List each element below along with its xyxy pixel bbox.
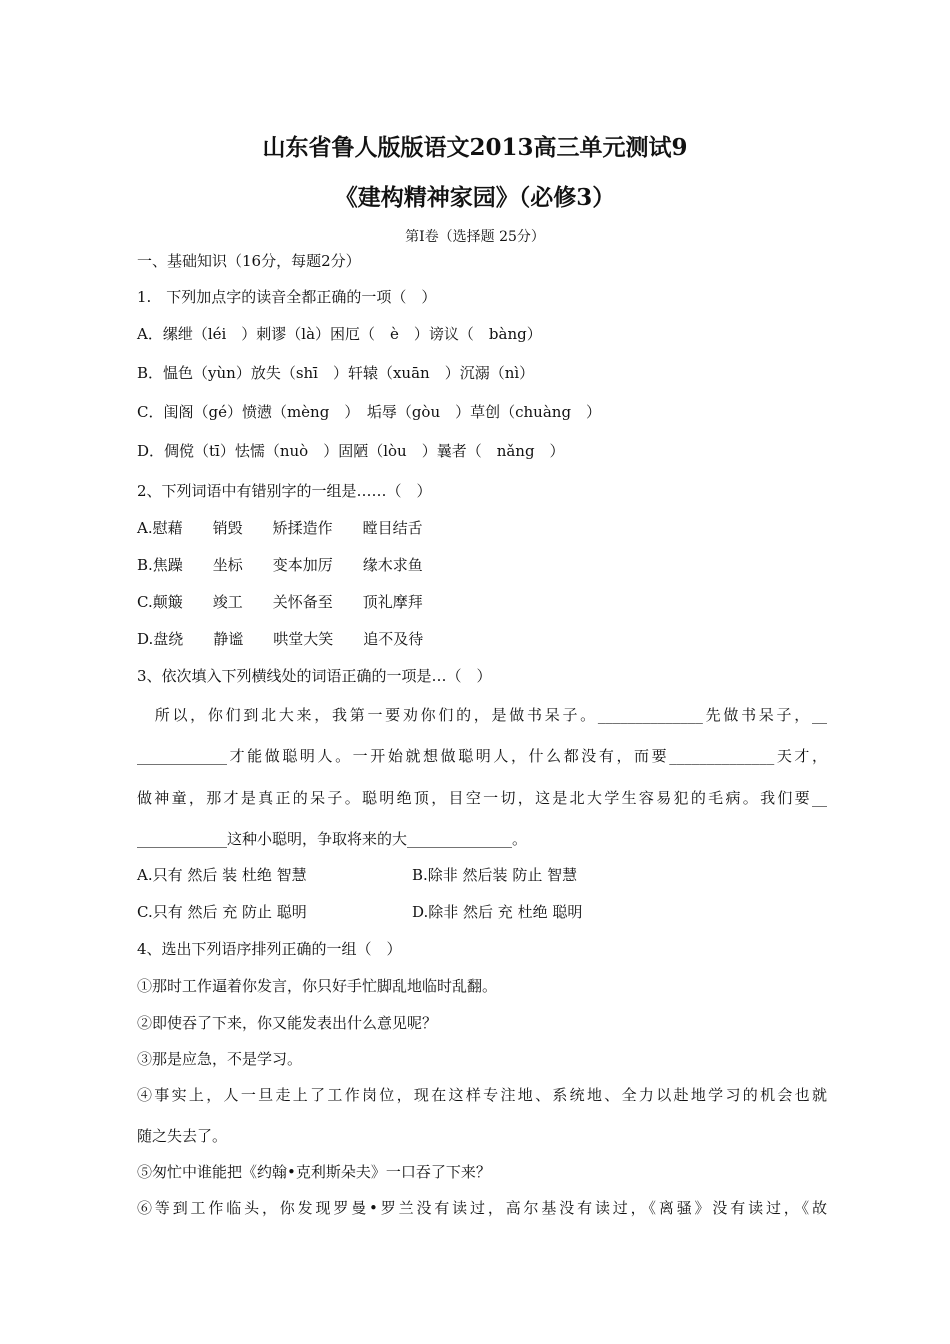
question-1-option-d: D．倜傥（tī）怯懦（nuò ）固陋（lòu ）曩者（ nǎng ） [137, 442, 565, 460]
volume-label: 第Ⅰ卷（选择题 25分） [405, 229, 545, 245]
question-1-option-c: C．闺阁（gé）愤懑（mèng ） 垢辱（gòu ）草创（chuàng ） [137, 403, 602, 421]
question-1-option-a: A．缧绁（léi ）刺谬（là）困厄（ è ）谤议（ bàng） [137, 325, 542, 343]
question-2-option-a: A.慰藉 销毁 矫揉造作 瞠目结舌 [137, 519, 423, 537]
question-1-option-b: B．愠色（yùn）放失（shī ）轩辕（xuān ）沉溺（nì） [137, 364, 535, 382]
question-4-sentence: ④事实上，人一旦走上了工作岗位，现在这样专注地、系统地、全力以赴地学习的机会也就 [137, 1086, 827, 1104]
question-2-option-b: B.焦躁 坐标 变本加厉 缘木求鱼 [137, 556, 423, 574]
question-2-option-d: D.盘绕 静谧 哄堂大笑 追不及待 [137, 630, 424, 648]
question-3-option-c: C.只有 然后 充 防止 聪明 [137, 903, 307, 921]
question-3-passage-line: 所以，你们到北大来，我第一要劝你们的，是做书呆子。______________先做书呆子，__ [137, 706, 827, 724]
question-3-option-b: B.除非 然后装 防止 智慧 [412, 866, 578, 884]
question-4-sentence: 随之失去了。 [137, 1127, 228, 1145]
document-subtitle: 《建构精神家园》（必修3） [334, 184, 616, 211]
question-4-stem: 4、选出下列语序排列正确的一组（ ） [137, 940, 402, 958]
question-2-stem: 2、下列词语中有错别字的一组是……（ ） [137, 482, 432, 500]
document-title: 山东省鲁人版版语文2013高三单元测试9 [262, 134, 688, 161]
question-3-stem: 3、依次填入下列横线处的词语正确的一项是…（ ） [137, 667, 492, 685]
question-1-stem: 1. 下列加点字的读音全都正确的一项（ ） [137, 288, 437, 306]
question-4-sentence: ⑥等到工作临头，你发现罗曼•罗兰没有读过，高尔基没有读过，《离骚》没有读过，《故 [137, 1199, 827, 1217]
question-3-option-a: A.只有 然后 装 杜绝 智慧 [137, 866, 307, 884]
question-4-sentence: ③那是应急，不是学习。 [137, 1050, 303, 1068]
question-2-option-c: C.颠簸 竣工 关怀备至 顶礼摩拜 [137, 593, 423, 611]
question-4-sentence: ②即使吞了下来，你又能发表出什么意见呢？ [137, 1014, 438, 1032]
question-3-option-d: D.除非 然后 充 杜绝 聪明 [412, 903, 583, 921]
question-3-passage-line: ____________才能做聪明人。一开始就想做聪明人，什么都没有，而要______________天才， [137, 747, 827, 765]
question-4-sentence: ①那时工作逼着你发言，你只好手忙脚乱地临时乱翻。 [137, 977, 498, 995]
section-heading: 一、基础知识（16分，每题2分） [137, 252, 361, 270]
question-3-passage-line: 做神童，那才是真正的呆子。聪明绝顶，目空一切，这是北大学生容易犯的毛病。我们要__ [137, 789, 827, 807]
question-3-passage-line: ____________这种小聪明，争取将来的大______________。 [137, 830, 528, 848]
question-4-sentence: ⑤匆忙中谁能把《约翰•克利斯朵夫》一口吞了下来？ [137, 1163, 491, 1181]
